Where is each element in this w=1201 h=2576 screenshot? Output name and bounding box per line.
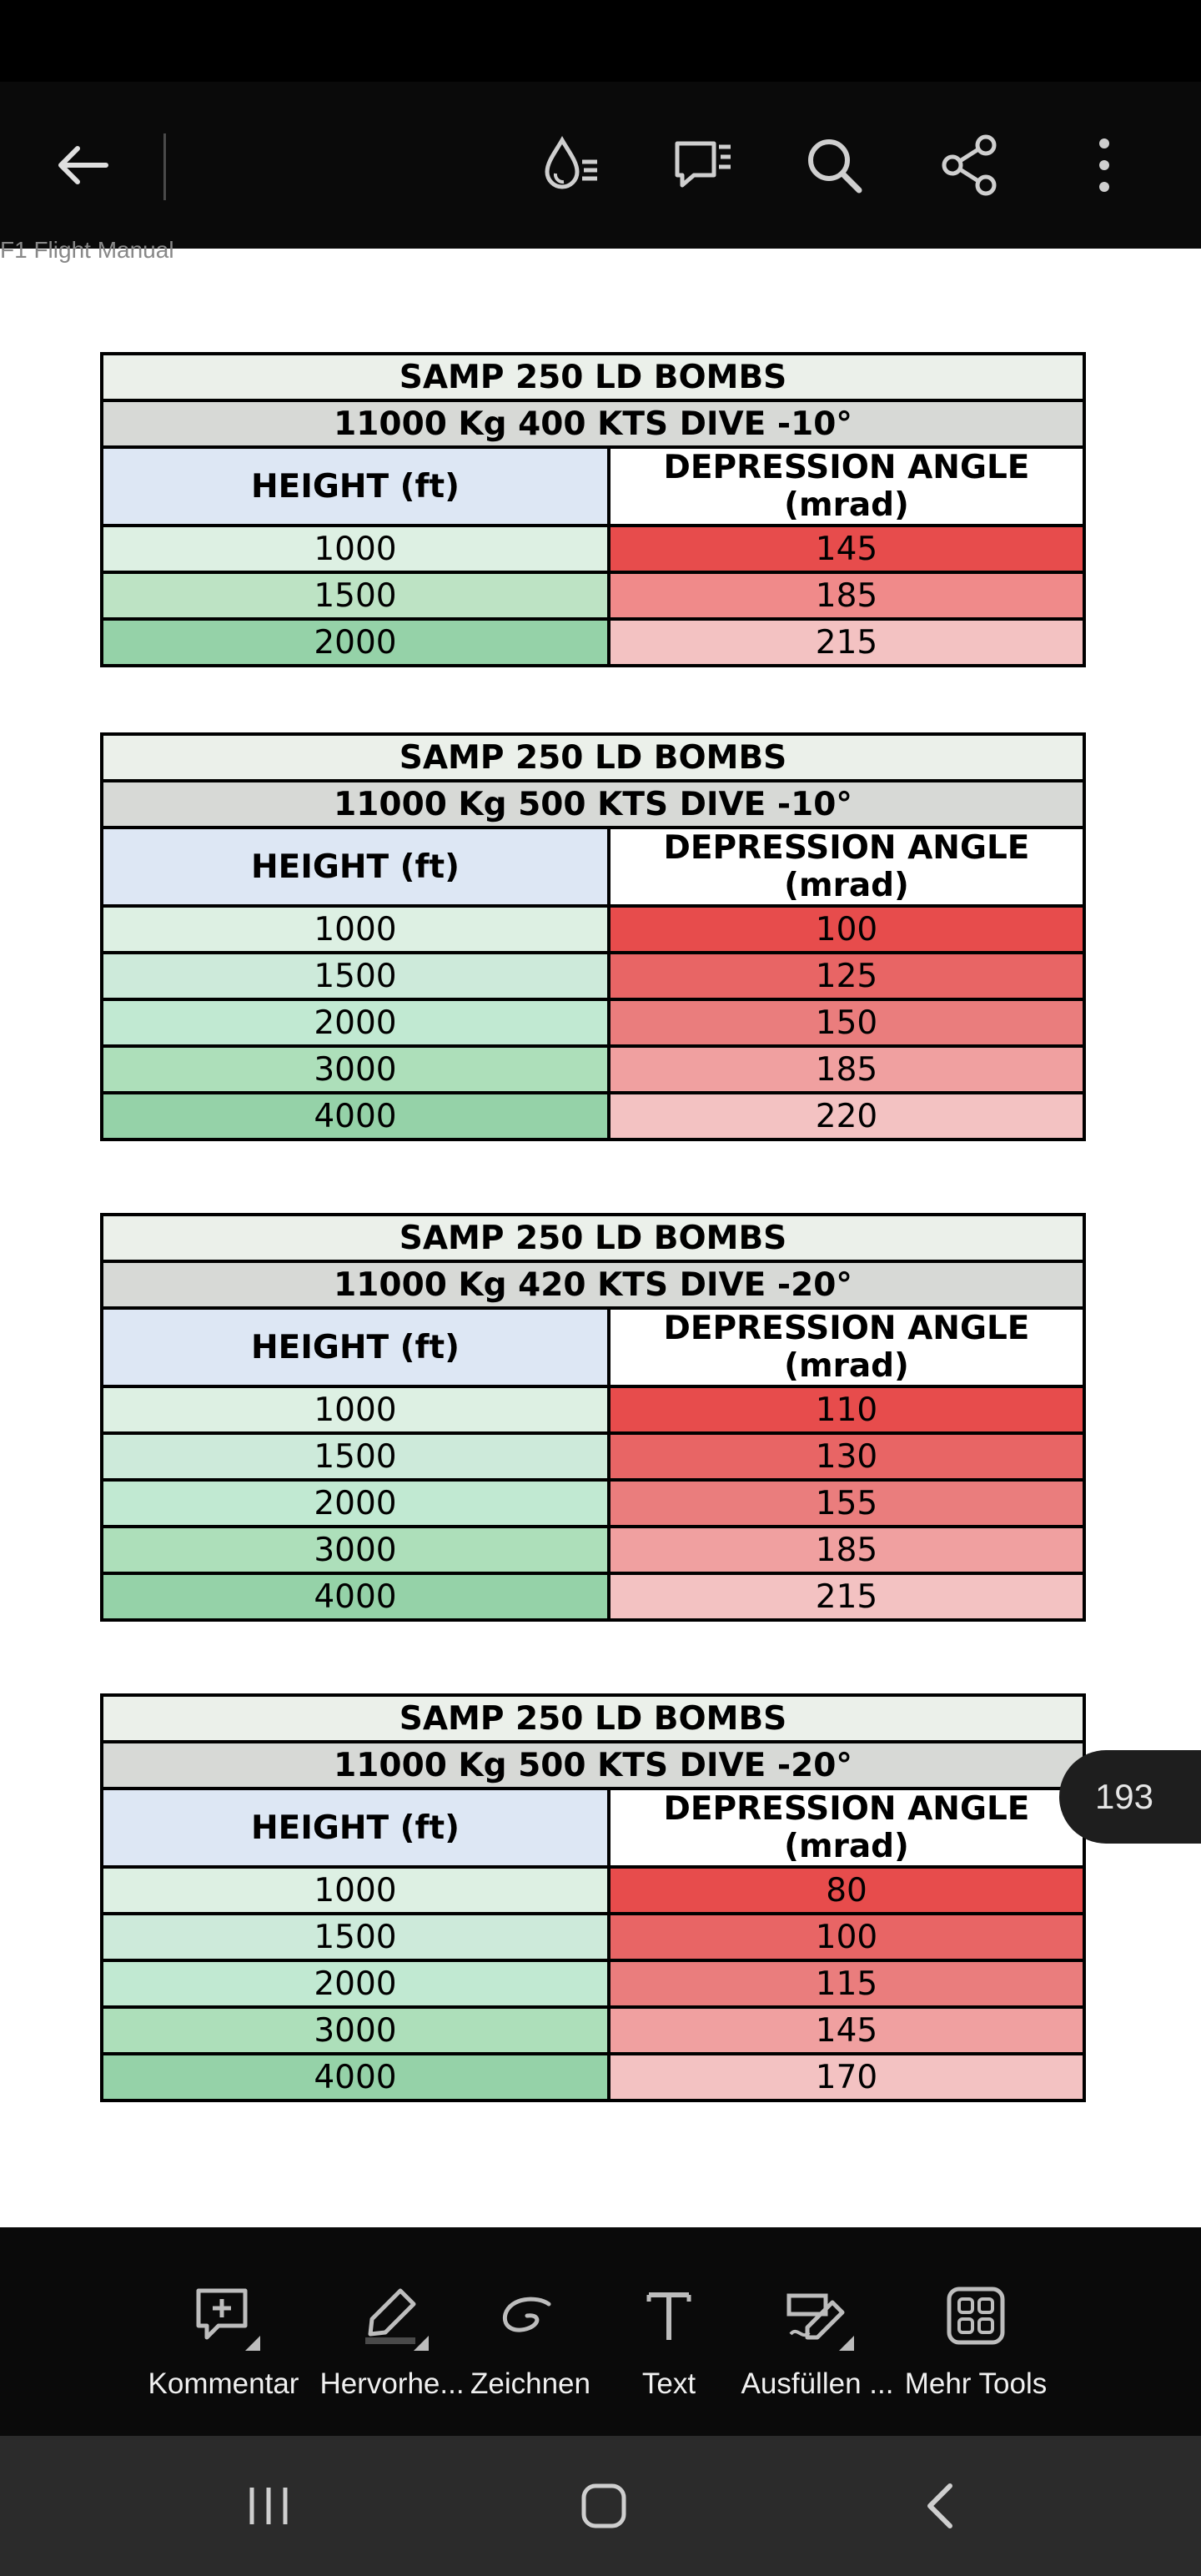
table-title: SAMP 250 LD BOMBS: [102, 354, 1084, 400]
height-cell: 1500: [102, 572, 609, 619]
height-cell: 3000: [102, 1527, 609, 1573]
column-header-height: HEIGHT (ft): [102, 1308, 609, 1386]
tool-label: Ausfüllen ...: [741, 2367, 894, 2400]
height-cell: 2000: [102, 1960, 609, 2007]
system-navigation-bar: [0, 2436, 1201, 2576]
text-icon: [644, 2288, 694, 2343]
tool-label: Zeichnen: [470, 2367, 590, 2400]
angle-cell: 100: [609, 906, 1084, 953]
table-title: SAMP 250 LD BOMBS: [102, 1695, 1084, 1742]
height-cell: 1500: [102, 953, 609, 999]
angle-cell: 215: [609, 1573, 1084, 1620]
table-row: [102, 1480, 1084, 1527]
height-cell: 1500: [102, 1914, 609, 1960]
angle-cell: 125: [609, 953, 1084, 999]
table-row: [102, 906, 1084, 953]
angle-cell: 185: [609, 572, 1084, 619]
pdf-page[interactable]: [0, 249, 1201, 2227]
table-title: SAMP 250 LD BOMBS: [102, 734, 1084, 781]
bottom-toolbar: [0, 2227, 1201, 2436]
more-tools-icon: [946, 2286, 1006, 2346]
table-row: [102, 2007, 1084, 2054]
angle-cell: 185: [609, 1046, 1084, 1093]
table-row: [102, 999, 1084, 1046]
height-cell: 2000: [102, 619, 609, 666]
table-row: [102, 1046, 1084, 1093]
tool-label: Kommentar: [148, 2367, 299, 2400]
angle-cell: 220: [609, 1093, 1084, 1140]
angle-cell: 130: [609, 1433, 1084, 1480]
angle-cell: 100: [609, 1914, 1084, 1960]
bomb-table-4: [100, 1693, 1086, 2102]
angle-cell: 145: [609, 2007, 1084, 2054]
column-header-height: HEIGHT (ft): [102, 447, 609, 526]
tool-more-tools[interactable]: [892, 2276, 1059, 2418]
liquid-mode-icon[interactable]: [535, 130, 606, 200]
tool-label: Text: [641, 2367, 696, 2400]
angle-cell: 110: [609, 1386, 1084, 1433]
table-row: [102, 1433, 1084, 1480]
angle-cell: 145: [609, 526, 1084, 572]
table-row: [102, 1867, 1084, 1914]
comments-list-icon[interactable]: [667, 130, 737, 200]
table-subtitle: 11000 Kg 500 KTS DIVE -10°: [102, 781, 1084, 828]
height-cell: 4000: [102, 1093, 609, 1140]
bomb-table-1: [100, 352, 1086, 667]
bomb-table-3: [100, 1213, 1086, 1622]
toolbar-divider: [163, 133, 166, 200]
table-row: [102, 526, 1084, 572]
height-cell: 4000: [102, 1573, 609, 1620]
tool-kommentar[interactable]: [140, 2276, 307, 2418]
height-cell: 1500: [102, 1433, 609, 1480]
column-header-depression-angle: DEPRESSION ANGLE (mrad): [609, 828, 1084, 906]
column-header-depression-angle: DEPRESSION ANGLE (mrad): [609, 1789, 1084, 1867]
status-bar: [0, 0, 1201, 82]
height-cell: 4000: [102, 2054, 609, 2101]
search-icon[interactable]: [799, 130, 869, 200]
column-header-depression-angle: DEPRESSION ANGLE (mrad): [609, 447, 1084, 526]
back-arrow-icon[interactable]: [47, 135, 117, 195]
bomb-table-2: [100, 732, 1086, 1141]
angle-cell: 185: [609, 1527, 1084, 1573]
page-number-badge[interactable]: 193: [1059, 1750, 1201, 1844]
height-cell: 3000: [102, 1046, 609, 1093]
angle-cell: 215: [609, 619, 1084, 666]
angle-cell: 80: [609, 1867, 1084, 1914]
more-options-icon[interactable]: [1069, 130, 1139, 200]
top-toolbar: [0, 82, 1201, 249]
draw-icon: [497, 2286, 564, 2346]
height-cell: 1000: [102, 526, 609, 572]
tool-label: Hervorhe...: [319, 2367, 465, 2400]
share-icon[interactable]: [936, 130, 1006, 200]
tool-text[interactable]: [585, 2276, 752, 2418]
angle-cell: 155: [609, 1480, 1084, 1527]
table-row: [102, 1386, 1084, 1433]
column-header-height: HEIGHT (ft): [102, 1789, 609, 1867]
column-header-depression-angle: DEPRESSION ANGLE (mrad): [609, 1308, 1084, 1386]
height-cell: 2000: [102, 1480, 609, 1527]
table-subtitle: 11000 Kg 500 KTS DIVE -20°: [102, 1742, 1084, 1789]
angle-cell: 170: [609, 2054, 1084, 2101]
table-row: [102, 619, 1084, 666]
document-header: F1 Flight Manual: [0, 237, 174, 263]
table-row: [102, 1527, 1084, 1573]
height-cell: 1000: [102, 1867, 609, 1914]
table-row: [102, 1914, 1084, 1960]
table-row: [102, 1960, 1084, 2007]
table-row: [102, 2054, 1084, 2101]
height-cell: 1000: [102, 1386, 609, 1433]
column-header-height: HEIGHT (ft): [102, 828, 609, 906]
table-row: [102, 572, 1084, 619]
tool-label: Mehr Tools: [904, 2367, 1048, 2400]
table-row: [102, 1573, 1084, 1620]
height-cell: 2000: [102, 999, 609, 1046]
table-row: [102, 953, 1084, 999]
angle-cell: 150: [609, 999, 1084, 1046]
back-icon[interactable]: [891, 2464, 991, 2548]
home-icon[interactable]: [554, 2464, 654, 2548]
recent-apps-icon[interactable]: [219, 2464, 319, 2548]
height-cell: 1000: [102, 906, 609, 953]
table-title: SAMP 250 LD BOMBS: [102, 1215, 1084, 1261]
tool-fill-sign[interactable]: [734, 2276, 901, 2418]
table-row: [102, 1093, 1084, 1140]
table-subtitle: 11000 Kg 420 KTS DIVE -20°: [102, 1261, 1084, 1308]
height-cell: 3000: [102, 2007, 609, 2054]
table-subtitle: 11000 Kg 400 KTS DIVE -10°: [102, 400, 1084, 447]
angle-cell: 115: [609, 1960, 1084, 2007]
